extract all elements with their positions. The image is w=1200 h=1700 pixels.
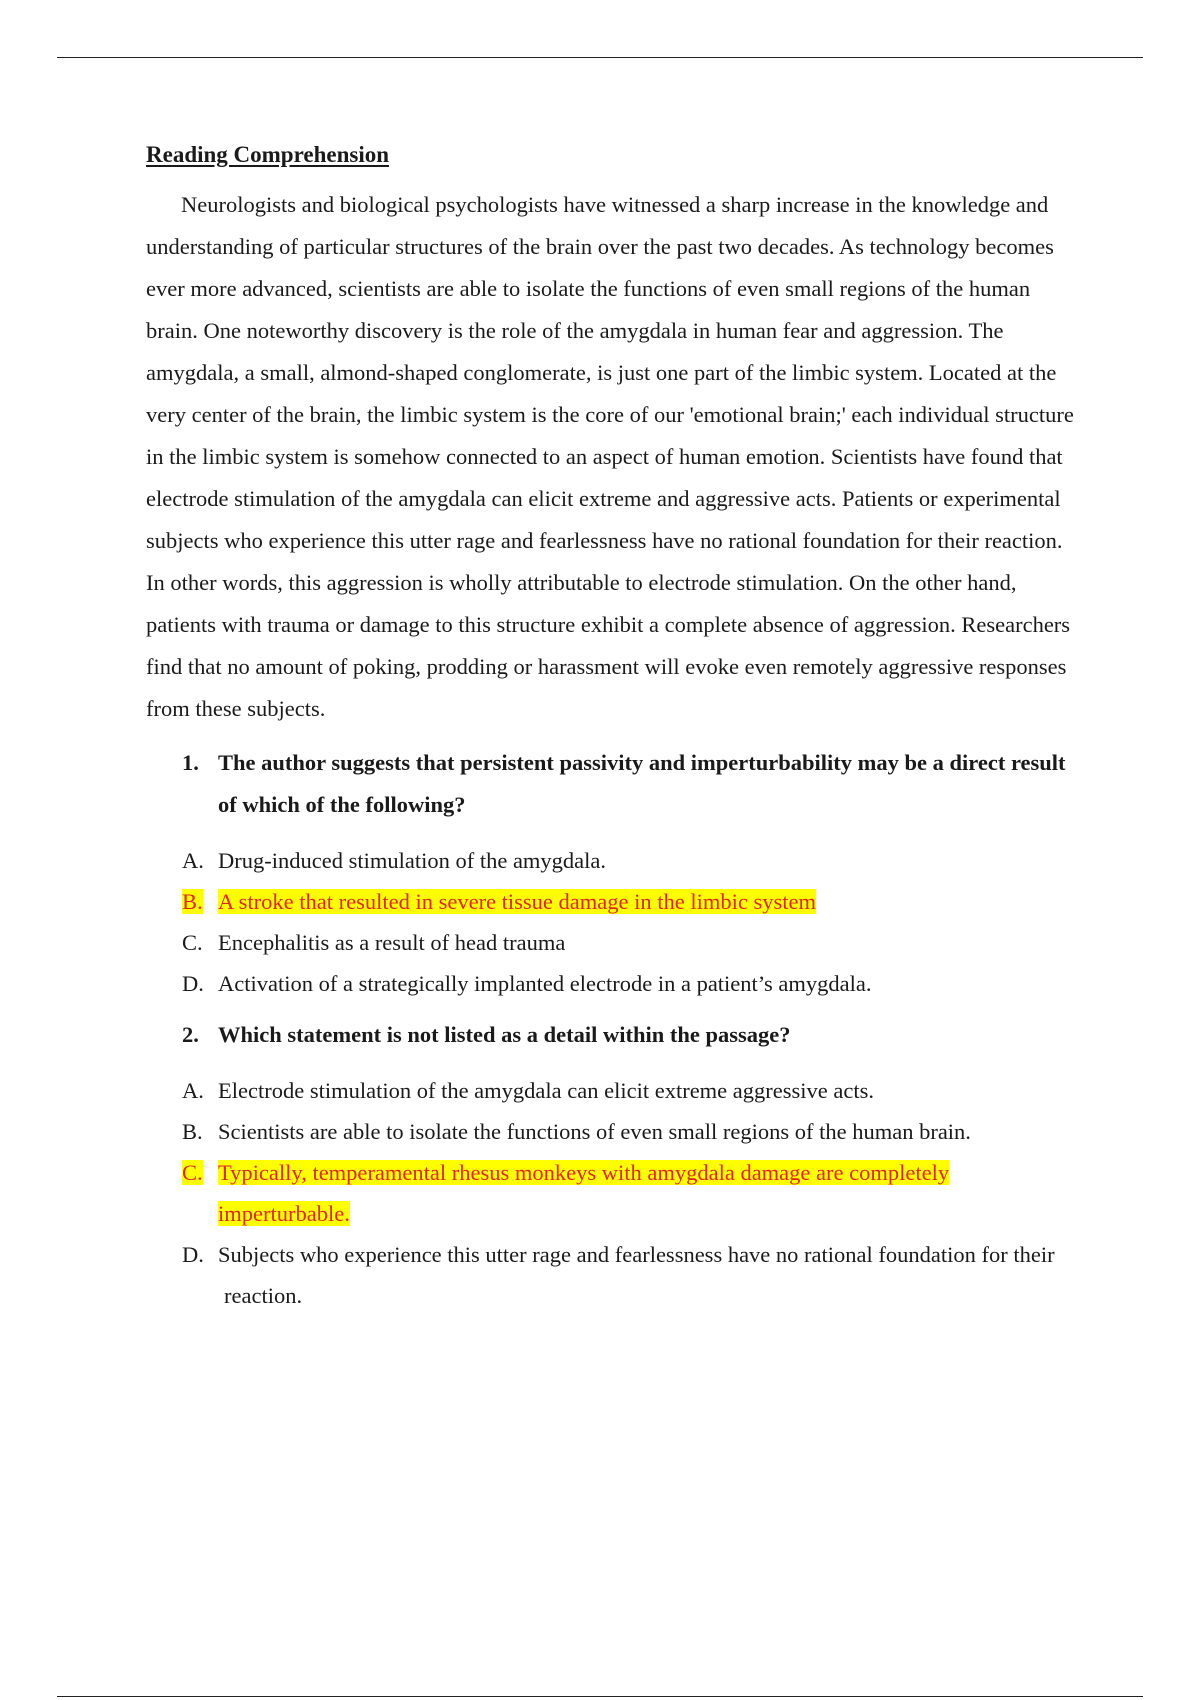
option-2b bbox=[146, 1111, 1086, 1152]
option-letter: B. bbox=[182, 1118, 203, 1144]
question-number: 1. bbox=[182, 749, 199, 775]
option-letter: D. bbox=[182, 970, 204, 996]
option-2c-highlighted bbox=[146, 1152, 1086, 1234]
option-1d bbox=[146, 963, 1086, 1004]
option-text: Typically, temperamental rhesus monkeys with amygdala damage are completely imperturbable. bbox=[218, 1159, 950, 1226]
question-text: Which statement is not listed as a detail within the passage? bbox=[218, 1021, 791, 1047]
option-letter: C. bbox=[182, 1159, 203, 1185]
option-text: A stroke that resulted in severe tissue damage in the limbic system bbox=[218, 888, 816, 914]
question-1-options bbox=[146, 840, 1086, 1004]
option-1c bbox=[146, 922, 1086, 963]
question-1 bbox=[146, 742, 1086, 826]
option-text: Scientists are able to isolate the functions of even small regions of the human brain. bbox=[218, 1118, 971, 1144]
option-text: Encephalitis as a result of head trauma bbox=[218, 929, 566, 955]
option-2d bbox=[146, 1234, 1086, 1316]
top-rule bbox=[57, 57, 1143, 58]
option-letter: B. bbox=[182, 888, 203, 914]
option-text: Drug-induced stimulation of the amygdala. bbox=[218, 847, 607, 873]
option-letter: C. bbox=[182, 929, 203, 955]
option-1b-highlighted bbox=[146, 881, 1086, 922]
question-2-options bbox=[146, 1070, 1086, 1316]
option-text: Electrode stimulation of the amygdala can elicit extreme aggressive acts. bbox=[218, 1077, 874, 1103]
question-text: The author suggests that persistent passivity and imperturbability may be a direct result of which of the following? bbox=[218, 749, 1066, 817]
passage-text: Neurologists and biological psychologists have witnessed a sharp increase in the knowledge and understanding of particular structures of the brain over the past two decades. As technology becomes ever more advanced, scientists are able to isolate the functions of even small regions of the human brain. One noteworthy discovery is the role of the amygdala in human fear and aggression. The amygdala, a small, almond-shaped conglomerate, is just one part of the limbic system. Located at the very center of the brain, the limbic system is the core of our 'emotional brain;' each individual structure in the limbic system is somehow connected to an aspect of human emotion. Scientists have found that electrode stimulation of the amygdala can elicit extreme and aggressive acts. Patients or experimental subjects who experience this utter rage and fearlessness have no rational foundation for their reaction. In other words, this aggression is wholly attributable to electrode stimulation. On the other hand, patients with trauma or damage to this structure exhibit a complete absence of aggression. Researchers find that no amount of poking, prodding or harassment will evoke even remotely aggressive responses from these subjects. bbox=[146, 191, 1074, 721]
option-letter: D. bbox=[182, 1241, 204, 1267]
bottom-rule bbox=[57, 1696, 1143, 1697]
option-text-line1: Subjects who experience this utter rage and fearlessness have no rational foundation for their bbox=[218, 1241, 1055, 1267]
option-letter: A. bbox=[182, 1077, 204, 1103]
option-2a bbox=[146, 1070, 1086, 1111]
question-number: 2. bbox=[182, 1021, 199, 1047]
question-2 bbox=[146, 1014, 1086, 1056]
option-text-line2: reaction. bbox=[224, 1282, 303, 1308]
page-title: Reading Comprehension bbox=[146, 142, 390, 167]
document-body bbox=[146, 140, 1086, 1316]
option-text: Activation of a strategically implanted electrode in a patient’s amygdala. bbox=[218, 970, 872, 996]
option-letter: A. bbox=[182, 847, 204, 873]
option-1a bbox=[146, 840, 1086, 881]
